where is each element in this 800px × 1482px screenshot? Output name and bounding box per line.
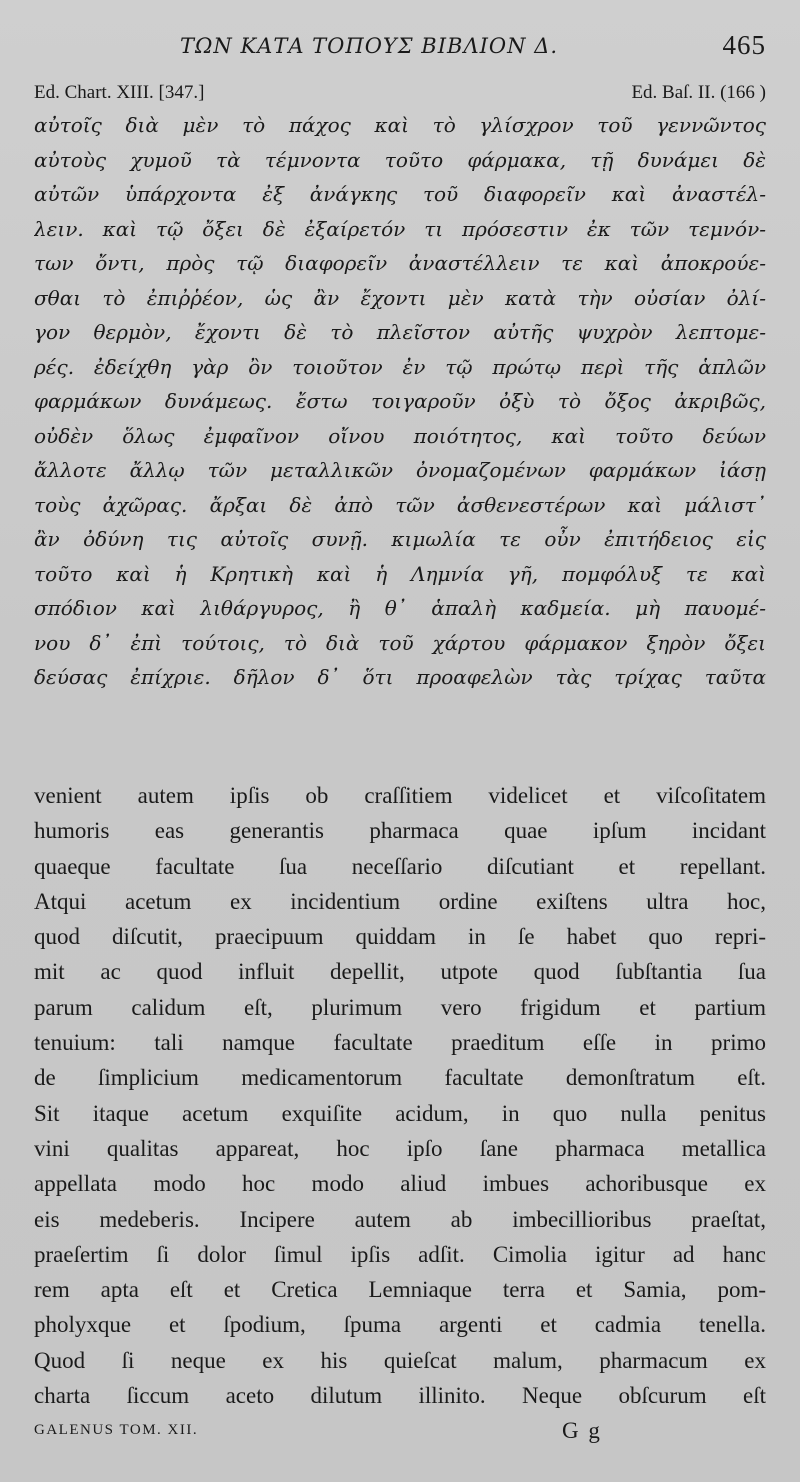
latin-text-line: appellata modo hoc modo aliud imbues achoribusque ex [34, 1171, 766, 1197]
latin-text-line: vini qualitas appareat, hoc ipſo ſane pharmaca metallica [34, 1135, 766, 1161]
greek-text-line: τοῦτο καὶ ἡ Κρητικὴ καὶ ἡ Λημνία γῆ, πομφόλυξ τε καὶ [34, 561, 766, 586]
greek-text-line: ρές. ἐδείχθη γὰρ ὂν τοιοῦτον ἐν τῷ πρώτῳ περὶ τῆς ἁπλῶν [34, 354, 766, 379]
greek-text-line: σπόδιον καὶ λιθάργυρος, ἢ θ᾽ ἁπαλὴ καδμεία. μὴ παυομέ- [34, 596, 766, 620]
greek-text-line: ἂν ὀδύνη τις αὐτοῖς συνῇ. κιμωλία τε οὖν ἐπιτήδειος εἰς [34, 527, 766, 551]
greek-text-line: σθαι τὸ ἐπιῤῥέον, ὡς ἂν ἔχοντι μὲν κατὰ τὴν οὐσίαν ὀλί- [34, 285, 766, 310]
edition-basel-ref: Ed. Baſ. II. (166 ) [631, 82, 766, 103]
latin-text-line: rem apta eſt et Cretica Lemniaque terra et Samia, pom- [34, 1277, 766, 1303]
greek-text-line: φαρμάκων δυνάμεως. ἔστω τοιγαροῦν ὀξὺ τὸ ὄξος ἀκριβῶς, [34, 389, 766, 413]
latin-text-line: humoris eas generantis pharmaca quae ipſum incidant [34, 818, 766, 844]
latin-text-line: quod diſcutit, praecipuum quiddam in ſe habet quo repri- [34, 924, 766, 950]
greek-text-line: οὐδὲν ὅλως ἐμφαῖνον οἴνου ποιότητος, καὶ τοῦτο δεύων [34, 423, 766, 448]
greek-text-line: των ὄντι, πρὸς τῷ διαφορεῖν ἀναστέλλειν τε καὶ ἀποκρούε- [34, 251, 766, 275]
edition-chartier-ref: Ed. Chart. XIII. [347.] [34, 82, 205, 103]
latin-text-line: venient autem ipſis ob craſſitiem videlicet et viſcoſitatem [34, 783, 766, 808]
greek-text-line: γον θερμὸν, ἔχοντι δὲ τὸ πλεῖστον αὐτῆς ψυχρὸν λεπτομε- [34, 320, 766, 344]
latin-text-line: Quod ſi neque ex his quieſcat malum, pharmacum ex [34, 1347, 766, 1373]
greek-text-line: ἄλλοτε ἄλλῳ τῶν μεταλλικῶν ὀνομαζομένων φαρμάκων ἰάσῃ [34, 458, 766, 482]
latin-text-line: praeſertim ſi dolor ſimul ipſis adſit. Cimolia igitur ad hanc [34, 1241, 766, 1267]
greek-text-line: αὐτοὺς χυμοῦ τὰ τέμνοντα τοῦτο φάρμακα, τῇ δυνάμει δὲ [34, 147, 766, 172]
page-footer [34, 1418, 766, 1448]
signature-mark: G g [562, 1418, 602, 1443]
latin-text-line: tenuium: tali namque facultate praeditum eſſe in primo [34, 1030, 766, 1056]
latin-text-line: charta ſiccum aceto dilutum illinito. Neque obſcurum eſt [34, 1383, 766, 1409]
greek-text-line: τοὺς ἀχῶρας. ἄρξαι δὲ ἀπὸ τῶν ἀσθενεστέρων καὶ μάλιστ᾽ [34, 492, 766, 517]
latin-text-line: de ſimplicium medicamentorum facultate demonſtratum eſt. [34, 1065, 766, 1091]
page-number: 465 [722, 30, 766, 60]
latin-text-line: eis medeberis. Incipere autem ab imbecillioribus praeſtat, [34, 1206, 766, 1232]
running-head [0, 30, 800, 66]
edition-reference-line [34, 82, 766, 108]
latin-text-line: Atqui acetum ex incidentium ordine exiſtens ultra hoc, [34, 888, 766, 914]
greek-text-line: λειν. καὶ τῷ ὄξει δὲ ἐξαίρετόν τι πρόσεστιν ἐκ τῶν τεμνόν- [34, 216, 766, 241]
latin-text-line: parum calidum eſt, plurimum vero frigidum et partium [34, 994, 766, 1020]
latin-text-line: Sit itaque acetum exquiſite acidum, in quo nulla penitus [34, 1100, 766, 1126]
greek-text-line: νου δ᾽ ἐπὶ τούτοις, τὸ διὰ τοῦ χάρτου φάρμακον ξηρὸν ὄξει [34, 630, 766, 655]
latin-text-line: mit ac quod influit depellit, utpote quod ſubſtantia ſua [34, 959, 766, 985]
greek-text-block [34, 108, 766, 695]
greek-text-line: αὐτοῖς διὰ μὲν τὸ πάχος καὶ τὸ γλίσχρον τοῦ γεννῶντος [34, 113, 766, 137]
running-title: ΤΩΝ ΚΑΤΑ ΤΟΠΟΥΣ ΒΙΒΛΙΟΝ Δ. [180, 34, 559, 58]
latin-text-line: pholyxque et ſpodium, ſpuma argenti et cadmia tenella. [34, 1312, 766, 1338]
latin-text-block [34, 778, 766, 1413]
greek-text-line: αὐτῶν ὑπάρχοντα ἐξ ἀνάγκης τοῦ διαφορεῖν καὶ ἀναστέλ- [34, 182, 766, 206]
footer-volume-label: GALENUS TOM. XII. [34, 1422, 199, 1438]
greek-text-line: δεύσας ἐπίχριε. δῆλον δ᾽ ὅτι προαφελὼν τὰς τρίχας ταῦτα [34, 665, 766, 689]
latin-text-line: quaeque facultate ſua neceſſario diſcutiant et repellant. [34, 853, 766, 879]
